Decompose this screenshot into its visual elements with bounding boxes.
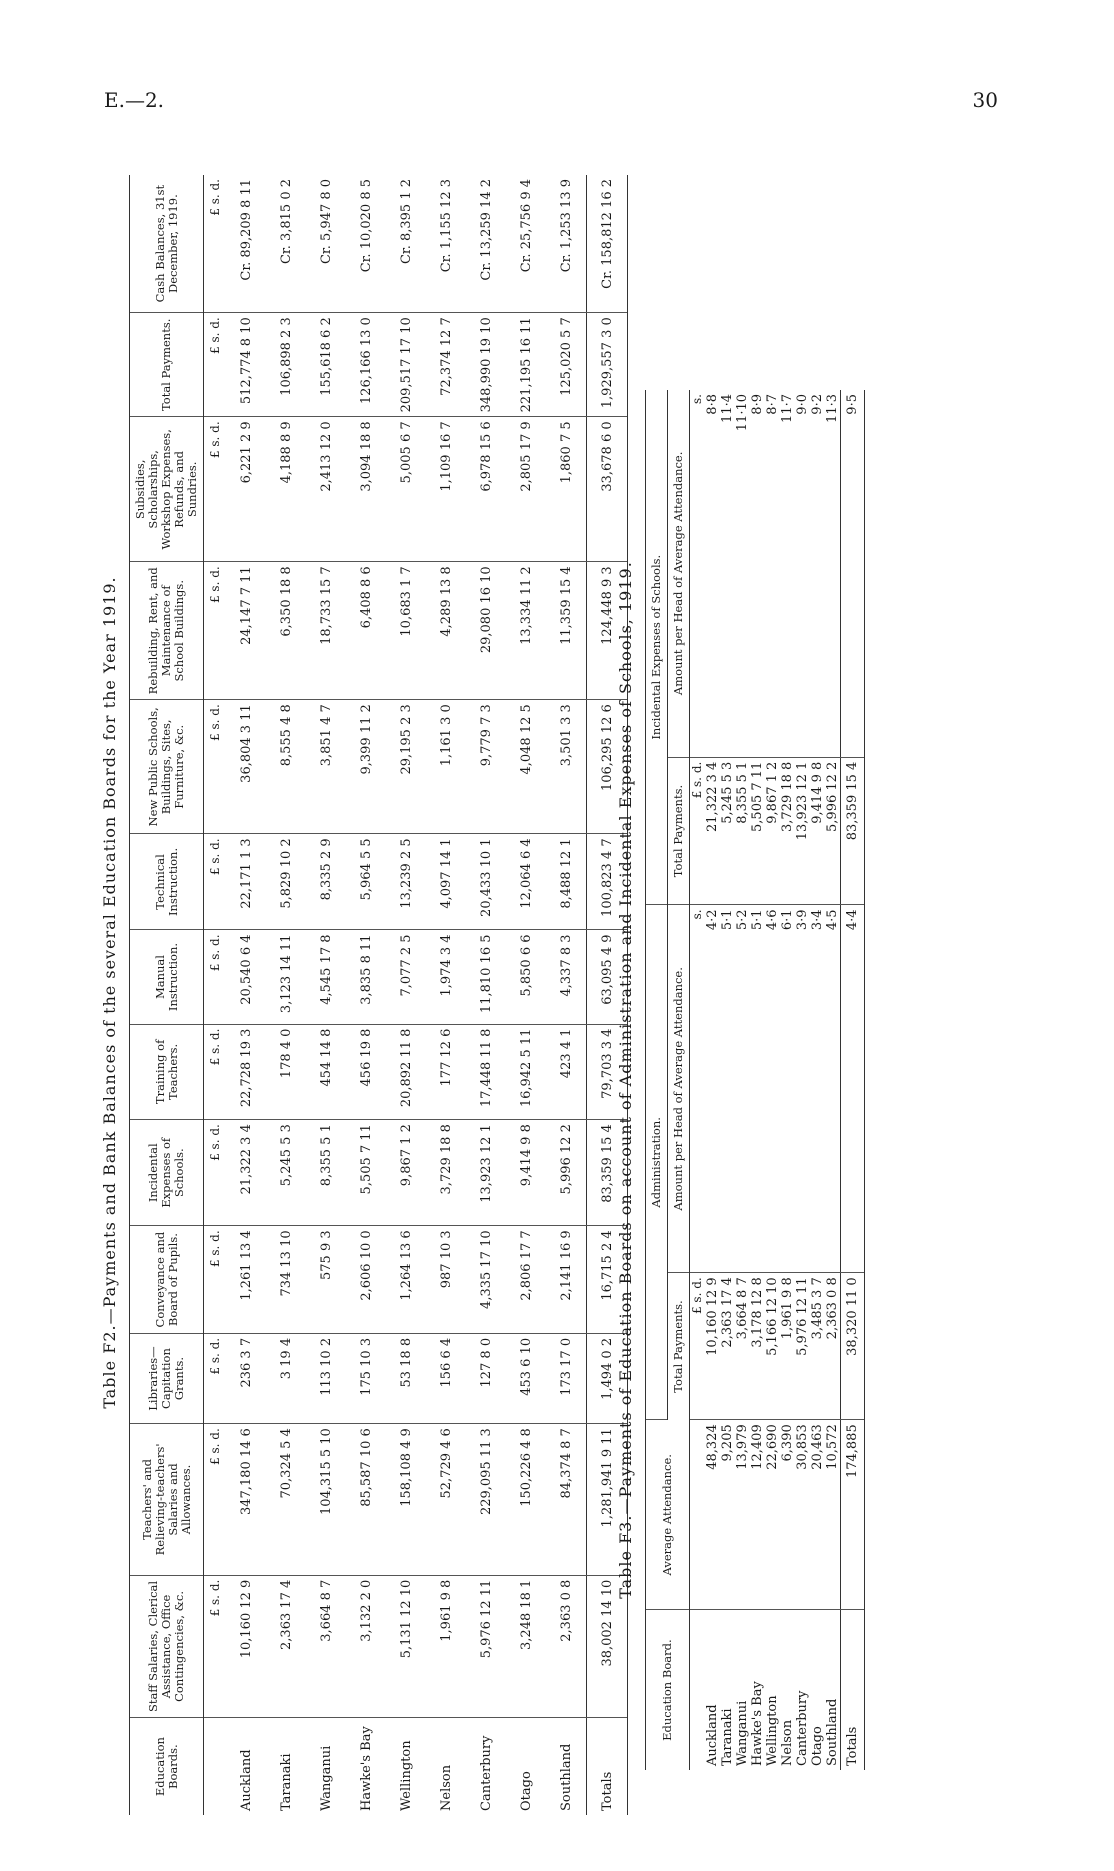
table-row xyxy=(426,175,466,1815)
table-cell: 22,728 19 3 xyxy=(226,1024,266,1120)
table-body xyxy=(204,175,628,1815)
column-header: Amount per Head of Average Attendance. xyxy=(668,905,690,1273)
table-cell: 2,413 12 0 xyxy=(306,417,346,562)
table-f2-title: Table F2.—Payments and Bank Balances of the several Education Boards for the Year 1919. xyxy=(100,576,119,1409)
table-cell: 8,555 4 8 xyxy=(266,700,306,834)
table-cell: 13,923 12 1 xyxy=(466,1120,506,1226)
table-cell: 70,324 5 4 xyxy=(266,1424,306,1575)
unit-cell: £ s. d. xyxy=(204,700,227,834)
total-cell: 38,002 14 10 xyxy=(587,1575,628,1718)
board-name: Auckland xyxy=(238,1749,254,1811)
table-cell: 11,810 16 5 xyxy=(466,930,506,1024)
table-cell: 4,545 17 8 xyxy=(306,930,346,1024)
table-cell: 53 18 8 xyxy=(386,1333,426,1423)
column-header: New Public Schools, Buildings, Sites, Furniture, &c. xyxy=(130,700,204,834)
table-cell: 173 17 0 xyxy=(546,1333,587,1423)
table-cell: 9,779 7 3 xyxy=(466,700,506,834)
table-cell: 150,226 4 8 xyxy=(506,1424,546,1575)
table-cell: 155,618 6 2 xyxy=(306,313,346,417)
table-cell: 734 13 10 xyxy=(266,1226,306,1334)
table-cell: 104,315 5 10 xyxy=(306,1424,346,1575)
total-cell: 38,320 11 0 xyxy=(841,1273,865,1420)
table-cell: 4,048 12 5 xyxy=(506,700,546,834)
table-cell: 348,990 19 10 xyxy=(466,313,506,417)
table-cell: 1,109 16 7 xyxy=(426,417,466,562)
table-cell: 11·4 xyxy=(720,394,735,423)
table-cell: 126,166 13 0 xyxy=(346,313,386,417)
table-cell: 512,774 8 10 xyxy=(226,313,266,417)
totals-label: Totals xyxy=(841,1610,865,1770)
table-cell: 2,363 17 4 xyxy=(720,1277,735,1348)
table-cell: 3 19 4 xyxy=(266,1333,306,1423)
table-cell: 29,195 2 3 xyxy=(386,700,426,834)
table-cell: 2,806 17 7 xyxy=(506,1226,546,1334)
table-cell: 3·9 xyxy=(795,909,810,931)
table-cell: 2,805 17 9 xyxy=(506,417,546,562)
table-cell: 1,974 3 4 xyxy=(426,930,466,1024)
table-cell: 13,334 11 2 xyxy=(506,562,546,700)
table-cell: 1,961 9 8 xyxy=(780,1277,795,1340)
table-cell: 453 6 10 xyxy=(506,1333,546,1423)
table-cell: 3,132 2 0 xyxy=(346,1575,386,1718)
table-cell: 209,517 17 10 xyxy=(386,313,426,417)
table-cell: 3,178 12 8 xyxy=(750,1277,765,1348)
column-header: Teachers' and Relieving-teachers' Salaries and Allowances. xyxy=(130,1424,204,1575)
table-cell: 3,664 8 7 xyxy=(306,1575,346,1718)
table-cell: Cr. 25,756 9 4 xyxy=(506,175,546,313)
table-cell: 8,355 5 1 xyxy=(306,1120,346,1226)
table-cell: 4,097 14 1 xyxy=(426,834,466,930)
table-cell: 5·1 xyxy=(720,909,735,931)
total-cell: 1,494 0 2 xyxy=(587,1333,628,1423)
table-row xyxy=(705,390,841,1770)
table-cell: 5,964 5 5 xyxy=(346,834,386,930)
table-cell: 4·6 xyxy=(765,909,780,931)
unit-cell: s. xyxy=(690,905,706,1273)
table-cell: Cr. 3,815 0 2 xyxy=(266,175,306,313)
table-row xyxy=(226,175,266,1815)
total-cell: 174,885 xyxy=(841,1420,865,1610)
table-cell: 5,005 6 7 xyxy=(386,417,426,562)
table-cell: 4,289 13 8 xyxy=(426,562,466,700)
table-cell: 5·2 xyxy=(735,909,750,931)
table-cell: 1,860 7 5 xyxy=(546,417,587,562)
total-cell: 100,823 4 7 xyxy=(587,834,628,930)
table-cell: 20,540 6 4 xyxy=(226,930,266,1024)
units-row xyxy=(204,175,227,1815)
column-header: Total Payments. xyxy=(668,757,690,905)
inc_total-column xyxy=(705,757,841,905)
group-header-row xyxy=(646,390,668,1770)
table-cell: 3,123 14 11 xyxy=(266,930,306,1024)
table-cell: 6,221 2 9 xyxy=(226,417,266,562)
unit-cell: £ s. d. xyxy=(204,1120,227,1226)
column-header: Education Boards. xyxy=(130,1718,204,1815)
table-cell: 3,248 18 1 xyxy=(506,1575,546,1718)
table-cell: 456 19 8 xyxy=(346,1024,386,1120)
table-cell: 6,390 xyxy=(780,1424,795,1462)
table-cell: 1,161 3 0 xyxy=(426,700,466,834)
table-cell: 13,923 12 1 xyxy=(795,761,810,841)
table-cell: 221,195 16 11 xyxy=(506,313,546,417)
table-cell: 8,355 5 1 xyxy=(735,761,750,824)
table-cell: 4,188 8 9 xyxy=(266,417,306,562)
table-cell: 347,180 14 6 xyxy=(226,1424,266,1575)
table-cell: 5·1 xyxy=(750,909,765,931)
group-header-admin: Administration. xyxy=(646,905,668,1420)
table-cell: 9,205 xyxy=(720,1424,735,1462)
total-cell: 4·4 xyxy=(841,905,865,1273)
table-cell: 2,606 10 0 xyxy=(346,1226,386,1334)
board-name: Southland xyxy=(825,1698,840,1766)
column-header: Subsidies, Scholarships, Workshop Expenses, Refunds, and Sundries. xyxy=(130,417,204,562)
table-cell: 3,835 8 11 xyxy=(346,930,386,1024)
table-cell: 125,020 5 7 xyxy=(546,313,587,417)
table-cell: Cr. 89,209 8 11 xyxy=(226,175,266,313)
table-cell: 8·9 xyxy=(750,394,765,415)
table-cell: 5,976 12 11 xyxy=(795,1277,810,1356)
column-header: Rebuilding, Rent, and Maintenance of School Buildings. xyxy=(130,562,204,700)
unit-cell xyxy=(690,1610,706,1770)
table-f3 xyxy=(612,360,1057,1800)
table-cell: 5,976 12 11 xyxy=(466,1575,506,1718)
table-row xyxy=(506,175,546,1815)
table-cell: 1,261 13 4 xyxy=(226,1226,266,1334)
table-cell: 10,160 12 9 xyxy=(226,1575,266,1718)
table-cell: 9·0 xyxy=(795,394,810,415)
table-cell: 16,942 5 11 xyxy=(506,1024,546,1120)
table-cell: 12,409 xyxy=(750,1424,765,1470)
attendance-column xyxy=(705,1420,841,1610)
column-header: Staff Salaries, Clerical Assistance, Office Contingencies, &c. xyxy=(130,1575,204,1718)
table-cell: 21,322 3 4 xyxy=(226,1120,266,1226)
table-f3-region xyxy=(612,360,1057,1800)
table-cell: 2,363 0 8 xyxy=(546,1575,587,1718)
table-cell: 29,080 16 10 xyxy=(466,562,506,700)
board-name: Wanganui xyxy=(318,1745,334,1811)
table-cell: 1,961 9 8 xyxy=(426,1575,466,1718)
board-name: Auckland xyxy=(705,1704,720,1766)
column-header: Cash Balances, 31st December, 1919. xyxy=(130,175,204,313)
totals-row xyxy=(841,390,865,1770)
table-cell: 5,166 12 10 xyxy=(765,1277,780,1356)
unit-cell: £ s. d. xyxy=(690,1273,706,1420)
table-cell: Cr. 13,259 14 2 xyxy=(466,175,506,313)
total-cell: 63,095 4 9 xyxy=(587,930,628,1024)
table-cell: 5,245 5 3 xyxy=(266,1120,306,1226)
table-cell: 85,587 10 6 xyxy=(346,1424,386,1575)
column-header: Libraries—Capitation Grants. xyxy=(130,1333,204,1423)
table-cell: 5,829 10 2 xyxy=(266,834,306,930)
table-cell: 3,501 3 3 xyxy=(546,700,587,834)
table-cell: 175 10 3 xyxy=(346,1333,386,1423)
table-cell: 4·2 xyxy=(705,909,720,931)
board-name: Wellington xyxy=(398,1740,414,1811)
column-header: Amount per Head of Average Attendance. xyxy=(668,390,690,757)
table-cell: 2,363 17 4 xyxy=(266,1575,306,1718)
table-cell: 236 3 7 xyxy=(226,1333,266,1423)
table-cell: 13,979 xyxy=(735,1424,750,1470)
table-cell: 9·2 xyxy=(810,394,825,415)
table-row xyxy=(346,175,386,1815)
board-name: Taranaki xyxy=(720,1708,735,1766)
unit-cell: £ s. d. xyxy=(204,1575,227,1718)
column-header: Manual Instruction. xyxy=(130,930,204,1024)
total-cell: 16,715 2 4 xyxy=(587,1226,628,1334)
table-cell: 4·5 xyxy=(825,909,840,931)
board-name: Hawke's Bay xyxy=(750,1681,765,1766)
table-cell: 8,335 2 9 xyxy=(306,834,346,930)
table-cell: 3·4 xyxy=(810,909,825,931)
column-header: Total Payments. xyxy=(130,313,204,417)
total-cell: 83,359 15 4 xyxy=(841,757,865,905)
table-cell: 158,108 4 9 xyxy=(386,1424,426,1575)
table-f2 xyxy=(96,160,615,1825)
board-name: Nelson xyxy=(438,1764,454,1811)
inc_head-column xyxy=(705,390,841,757)
group-header-incidental: Incidental Expenses of Schools. xyxy=(646,390,668,905)
board-name: Otago xyxy=(518,1771,534,1811)
table-row xyxy=(546,175,587,1815)
table-cell: 20,892 11 8 xyxy=(386,1024,426,1120)
table-cell: 575 9 3 xyxy=(306,1226,346,1334)
table-cell: 8,488 12 1 xyxy=(546,834,587,930)
table-cell: Cr. 1,253 13 9 xyxy=(546,175,587,313)
table-cell: 84,374 8 7 xyxy=(546,1424,587,1575)
board-name: Hawke's Bay xyxy=(358,1726,374,1811)
table-cell: 987 10 3 xyxy=(426,1226,466,1334)
table-cell: 11,359 15 4 xyxy=(546,562,587,700)
column-header: Total Payments. xyxy=(668,1273,690,1420)
table-cell: 3,729 18 8 xyxy=(780,761,795,832)
admin_total-column xyxy=(705,1273,841,1420)
table-cell: 2,141 16 9 xyxy=(546,1226,587,1334)
table-cell: 6,978 15 6 xyxy=(466,417,506,562)
table-cell: 9,414 9 8 xyxy=(810,761,825,824)
table-cell: 17,448 11 8 xyxy=(466,1024,506,1120)
table-cell: 4,337 8 3 xyxy=(546,930,587,1024)
table-cell: 229,095 11 3 xyxy=(466,1424,506,1575)
table-cell: 9,414 9 8 xyxy=(506,1120,546,1226)
table-cell: 3,729 18 8 xyxy=(426,1120,466,1226)
table-cell: 113 10 2 xyxy=(306,1333,346,1423)
table-cell: 10,572 xyxy=(825,1424,840,1470)
column-header: Training of Teachers. xyxy=(130,1024,204,1120)
board-name: Southland xyxy=(558,1743,574,1811)
admin-incidental-table xyxy=(645,390,865,1770)
table-row xyxy=(386,175,426,1815)
table-cell: 21,322 3 4 xyxy=(705,761,720,832)
table-cell: 1,264 13 6 xyxy=(386,1226,426,1334)
total-cell: 1,281,941 9 11 xyxy=(587,1424,628,1575)
table-cell: 12,064 6 4 xyxy=(506,834,546,930)
admin_head-column xyxy=(705,905,841,1273)
total-cell: 79,703 3 4 xyxy=(587,1024,628,1120)
totals-label: Totals xyxy=(587,1718,628,1815)
table-cell: 3,851 4 7 xyxy=(306,700,346,834)
table-cell: 22,171 1 3 xyxy=(226,834,266,930)
unit-cell: £ s. d. xyxy=(204,313,227,417)
table-cell: 11·10 xyxy=(735,394,750,432)
table-cell: 5,996 12 2 xyxy=(546,1120,587,1226)
table-cell: 6,350 18 8 xyxy=(266,562,306,700)
table-f3-title: Table F3.—Payments of Education Boards on account of Administration and Incidental Expenses of Schools, 1919. xyxy=(616,561,635,1599)
table-cell: 6·1 xyxy=(780,909,795,931)
table-cell: 10,160 12 9 xyxy=(705,1277,720,1356)
table-cell: 8·8 xyxy=(705,394,720,415)
table-cell: 18,733 15 7 xyxy=(306,562,346,700)
table-cell: 11·7 xyxy=(780,394,795,423)
table-cell: 3,094 18 8 xyxy=(346,417,386,562)
table-cell: 72,374 12 7 xyxy=(426,313,466,417)
total-cell: 124,448 9 3 xyxy=(587,562,628,700)
table-cell: 5,505 7 11 xyxy=(346,1120,386,1226)
board-name: Wellington xyxy=(765,1695,780,1766)
table-cell: 9,399 11 2 xyxy=(346,700,386,834)
table-cell: 178 4 0 xyxy=(266,1024,306,1120)
unit-cell: £ s. d. xyxy=(204,175,227,313)
total-cell: 9·5 xyxy=(841,390,865,757)
board-name: Wanganui xyxy=(735,1700,750,1766)
table-cell: 13,239 2 5 xyxy=(386,834,426,930)
unit-cell: £ s. d. xyxy=(204,834,227,930)
table-row xyxy=(306,175,346,1815)
unit-cell: £ s. d. xyxy=(204,930,227,1024)
unit-cell: £ s. d. xyxy=(204,1226,227,1334)
table-cell: 127 8 0 xyxy=(466,1333,506,1423)
table-cell: 8·7 xyxy=(765,394,780,415)
column-header: Conveyance and Board of Pupils. xyxy=(130,1226,204,1334)
table-cell: 5,505 7 11 xyxy=(750,761,765,832)
board-name: Otago xyxy=(810,1726,825,1766)
table-cell: 5,850 6 6 xyxy=(506,930,546,1024)
table-cell: 423 4 1 xyxy=(546,1024,587,1120)
table-cell: 20,433 10 1 xyxy=(466,834,506,930)
table-body xyxy=(690,390,865,1770)
column-header: Education Board. xyxy=(646,1610,690,1770)
table-cell: 36,804 3 11 xyxy=(226,700,266,834)
column-header: Average Attendance. xyxy=(646,1420,690,1610)
total-cell: 106,295 12 6 xyxy=(587,700,628,834)
table-cell: 10,683 1 7 xyxy=(386,562,426,700)
board-name: Taranaki xyxy=(278,1753,294,1811)
board-name: Nelson xyxy=(780,1719,795,1766)
boards-column xyxy=(705,1610,841,1770)
unit-cell xyxy=(690,1420,706,1610)
board-name: Canterbury xyxy=(478,1735,494,1811)
table-cell: 24,147 7 11 xyxy=(226,562,266,700)
table-cell: 5,996 12 2 xyxy=(825,761,840,832)
table-cell: 4,335 17 10 xyxy=(466,1226,506,1334)
table-header-row xyxy=(130,175,204,1815)
table-cell: 52,729 4 6 xyxy=(426,1424,466,1575)
column-header: Incidental Expenses of Schools. xyxy=(130,1120,204,1226)
units-row xyxy=(690,390,706,1770)
table-cell: Cr. 1,155 12 3 xyxy=(426,175,466,313)
unit-cell: £ s. d. xyxy=(690,757,706,905)
unit-cell: £ s. d. xyxy=(204,1424,227,1575)
total-cell: 33,678 6 0 xyxy=(587,417,628,562)
table-cell: 177 12 6 xyxy=(426,1024,466,1120)
table-row xyxy=(466,175,506,1815)
unit-cell: £ s. d. xyxy=(204,562,227,700)
table-cell: 20,463 xyxy=(810,1424,825,1470)
total-cell: 83,359 15 4 xyxy=(587,1120,628,1226)
board-name: Canterbury xyxy=(795,1690,810,1766)
table-cell: 454 14 8 xyxy=(306,1024,346,1120)
table-cell: 48,324 xyxy=(705,1424,720,1470)
table-f2-region xyxy=(96,160,615,1825)
page-header-ref: E.—2. xyxy=(104,88,165,112)
table-cell: 9,867 1 2 xyxy=(765,761,780,824)
table-cell: 156 6 4 xyxy=(426,1333,466,1423)
table-cell: 22,690 xyxy=(765,1424,780,1470)
table-cell: 3,664 8 7 xyxy=(735,1277,750,1340)
table-cell: 30,853 xyxy=(795,1424,810,1470)
page-number: 30 xyxy=(972,88,998,112)
table-cell: 9,867 1 2 xyxy=(386,1120,426,1226)
unit-cell: £ s. d. xyxy=(204,1333,227,1423)
table-cell: 5,131 12 10 xyxy=(386,1575,426,1718)
unit-cell: £ s. d. xyxy=(204,1024,227,1120)
table-cell: Cr. 10,020 8 5 xyxy=(346,175,386,313)
table-cell: 6,408 8 6 xyxy=(346,562,386,700)
table-cell: 3,485 3 7 xyxy=(810,1277,825,1340)
payments-table xyxy=(129,175,628,1815)
table-cell: 2,363 0 8 xyxy=(825,1277,840,1340)
unit-cell xyxy=(204,1718,227,1815)
table-cell: Cr. 5,947 8 0 xyxy=(306,175,346,313)
table-cell: Cr. 8,395 1 2 xyxy=(386,175,426,313)
total-cell: 1,929,557 3 0 xyxy=(587,313,628,417)
table-cell: 7,077 2 5 xyxy=(386,930,426,1024)
table-cell: 5,245 5 3 xyxy=(720,761,735,824)
column-header: Technical Instruction. xyxy=(130,834,204,930)
unit-cell: s. xyxy=(690,390,706,757)
table-cell: 106,898 2 3 xyxy=(266,313,306,417)
unit-cell: £ s. d. xyxy=(204,417,227,562)
total-cell: Cr. 158,812 16 2 xyxy=(587,175,628,313)
table-cell: 11·3 xyxy=(825,394,840,423)
table-row xyxy=(266,175,306,1815)
